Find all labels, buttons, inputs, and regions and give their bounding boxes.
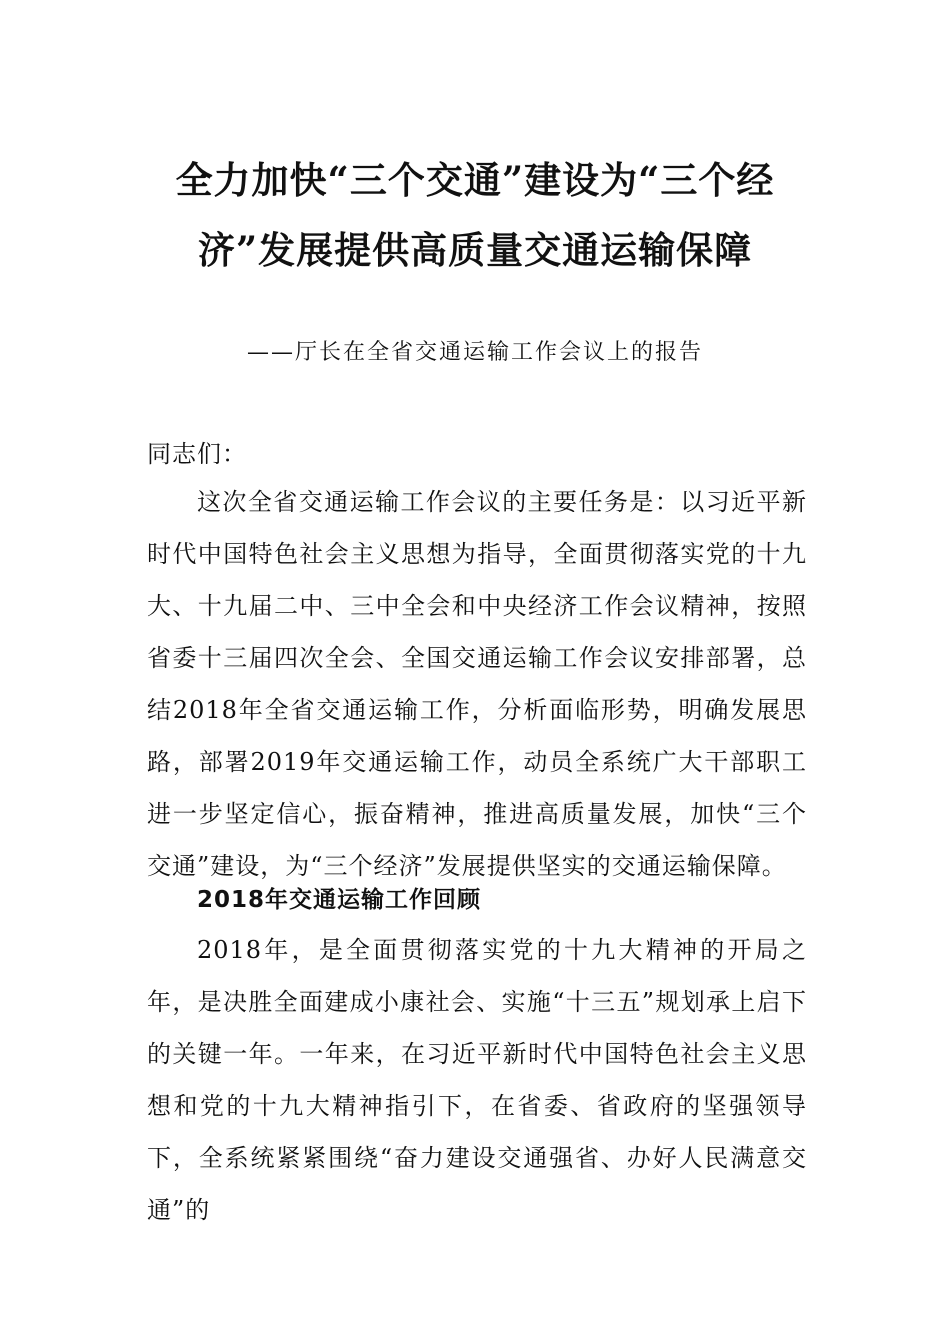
document-subtitle: ——厅长在全省交通运输工作会议上的报告	[246, 340, 703, 365]
salutation: 同志们：	[147, 440, 247, 468]
section-heading-review: 2018年交通运输工作回顾	[197, 887, 482, 913]
document-title-line-2: 济”发展提供高质量交通运输保障	[197, 228, 753, 272]
paragraph-review: 2018年，是全面贯彻落实党的十九大精神的开局之年，是决胜全面建成小康社会、实施“十三五”规划承上启下的关键一年。一年来，在习近平新时代中国特色社会主义思想和党的十九大精神指引下，在省委、省政府的坚强领导下，全系统紧紧围绕“奋力建设交通强省、办好人民满意交通”的	[147, 936, 807, 1224]
paragraph-intro: 这次全省交通运输工作会议的主要任务是：以习近平新时代中国特色社会主义思想为指导，全面贯彻落实党的十九大、十九届二中、三中全会和中央经济工作会议精神，按照省委十三届四次全会、全国交通运输工作会议安排部署，总结2018年全省交通运输工作，分析面临形势，明确发展思路，部署2019年交通运输工作，动员全系统广大干部职工进一步坚定信心，振奋精神，推进高质量发展，加快“三个交通”建设，为“三个经济”发展提供坚实的交通运输保障。	[147, 488, 807, 880]
document-title-line-1: 全力加快“三个交通”建设为“三个经	[175, 158, 775, 202]
